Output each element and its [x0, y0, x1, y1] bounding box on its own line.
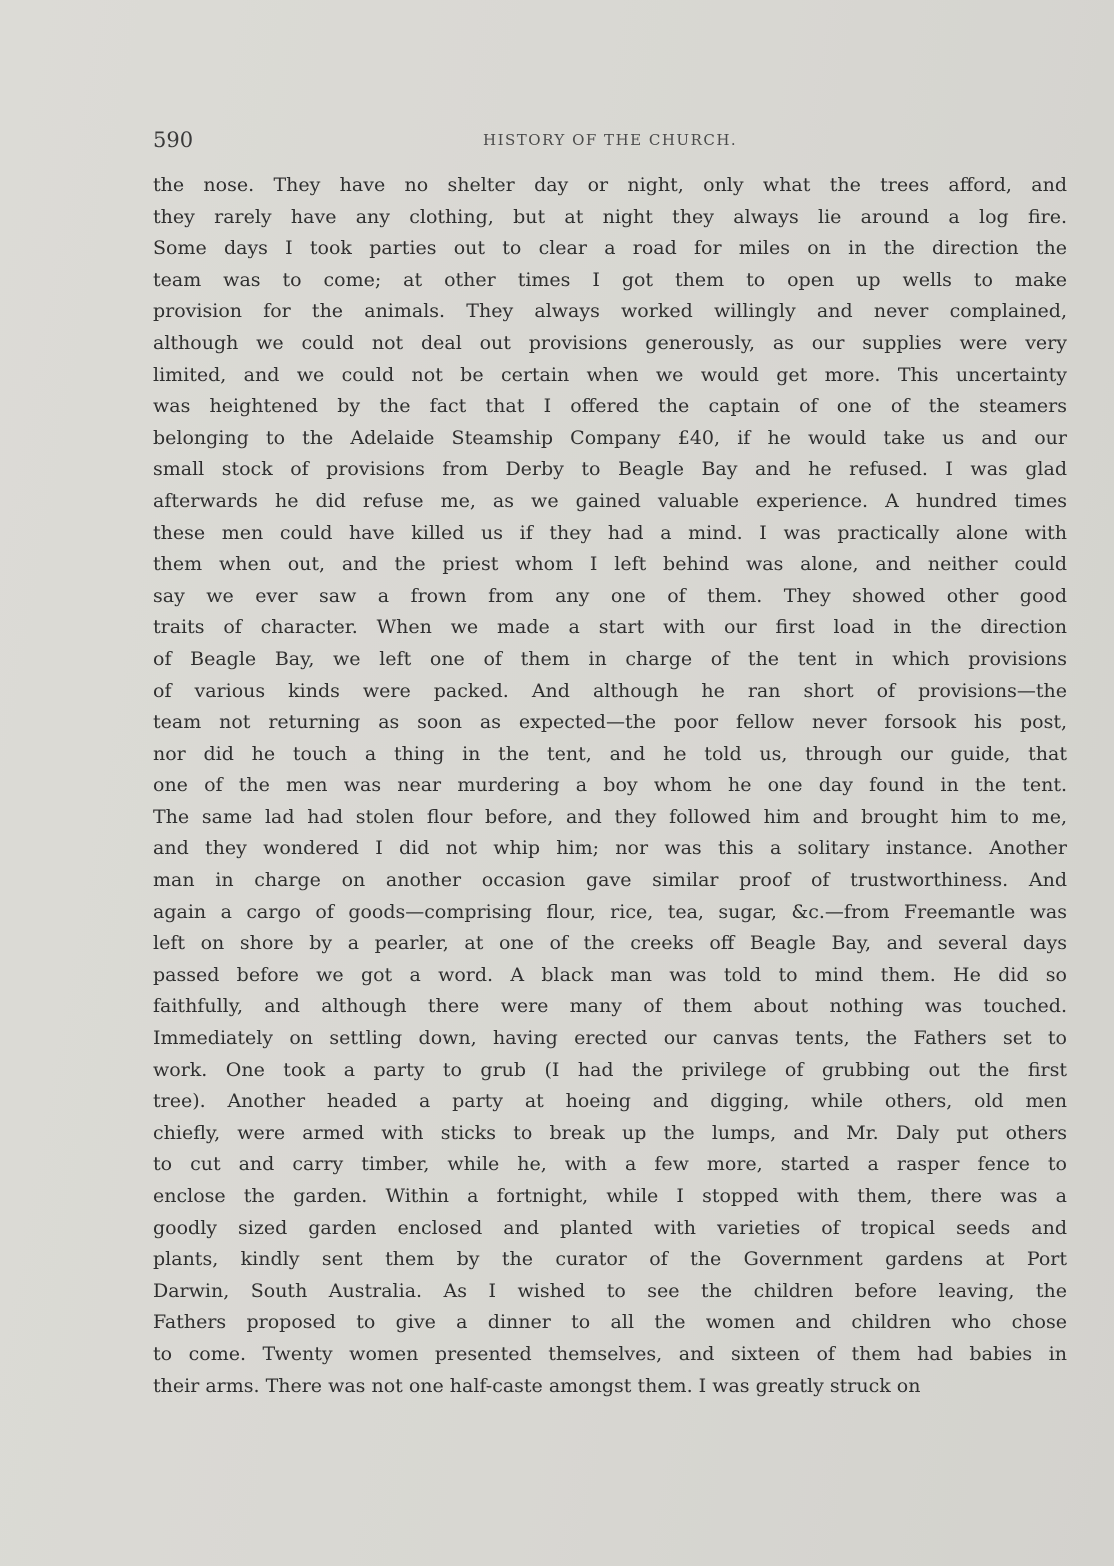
text-line: again a cargo of goods—comprising flour, rice, tea, sugar, &c.—from Freemantle was	[153, 900, 1067, 923]
text-line: Fathers proposed to give a dinner to all the women and children who chose	[153, 1311, 1067, 1334]
running-title: HISTORY OF THE CHURCH.	[483, 131, 738, 149]
text-line: team not returning as soon as expected—the poor fellow never forsook his post,	[153, 711, 1067, 734]
text-line: Some days I took parties out to clear a road for miles on in the direction the	[153, 237, 1067, 260]
body-text	[153, 170, 1067, 1402]
text-line: nor did he touch a thing in the tent, and he told us, through our guide, that	[153, 742, 1067, 765]
text-line: of various kinds were packed. And although he ran short of provisions—the	[153, 679, 1067, 702]
text-line: they rarely have any clothing, but at night they always lie around a log fire.	[153, 205, 1067, 228]
text-line: traits of character. When we made a start with our first load in the direction	[153, 616, 1067, 639]
text-line: chiefly, were armed with sticks to break up the lumps, and Mr. Daly put others	[153, 1121, 1067, 1144]
running-head	[153, 128, 1063, 158]
text-line: their arms. There was not one half-caste amongst them. I was greatly struck on	[153, 1374, 921, 1397]
text-line: team was to come; at other times I got them to open up wells to make	[153, 268, 1067, 291]
text-line: Immediately on settling down, having erected our canvas tents, the Fathers set to	[153, 1027, 1067, 1050]
text-line: The same lad had stolen flour before, and they followed him and brought him to me,	[153, 805, 1067, 828]
text-line: to cut and carry timber, while he, with a few more, started a rasper fence to	[153, 1153, 1067, 1176]
text-line: them when out, and the priest whom I left behind was alone, and neither could	[153, 553, 1067, 576]
text-line: faithfully, and although there were many of them about nothing was touched.	[153, 995, 1067, 1018]
text-line: one of the men was near murdering a boy whom he one day found in the tent.	[153, 774, 1067, 797]
text-line: passed before we got a word. A black man was told to mind them. He did so	[153, 963, 1067, 986]
text-line: tree). Another headed a party at hoeing and digging, while others, old men	[153, 1090, 1067, 1113]
text-line: man in charge on another occasion gave similar proof of trustworthiness. And	[153, 869, 1067, 892]
text-line: left on shore by a pearler, at one of the creeks off Beagle Bay, and several days	[153, 932, 1067, 955]
text-line: afterwards he did refuse me, as we gained valuable experience. A hundred times	[153, 489, 1067, 512]
text-line: work. One took a party to grub (I had the privilege of grubbing out the first	[153, 1058, 1067, 1081]
text-line: small stock of provisions from Derby to Beagle Bay and he refused. I was glad	[153, 458, 1067, 481]
text-line: of Beagle Bay, we left one of them in charge of the tent in which provisions	[153, 647, 1067, 670]
text-line: belonging to the Adelaide Steamship Company £40, if he would take us and our	[153, 426, 1067, 449]
text-line: these men could have killed us if they had a mind. I was practically alone with	[153, 521, 1067, 544]
page-number: 590	[153, 128, 194, 152]
text-line: and they wondered I did not whip him; nor was this a solitary instance. Another	[153, 837, 1067, 860]
text-line: plants, kindly sent them by the curator of the Government gardens at Port	[153, 1248, 1067, 1271]
text-line: to come. Twenty women presented themselves, and sixteen of them had babies in	[153, 1342, 1067, 1365]
text-line: Darwin, South Australia. As I wished to see the children before leaving, the	[153, 1279, 1067, 1302]
text-line: limited, and we could not be certain when we would get more. This uncertainty	[153, 363, 1067, 386]
text-line: was heightened by the fact that I offered the captain of one of the steamers	[153, 395, 1067, 418]
text-line: enclose the garden. Within a fortnight, while I stopped with them, there was a	[153, 1185, 1067, 1207]
text-line: say we ever saw a frown from any one of them. They showed other good	[153, 584, 1067, 607]
text-line: the nose. They have no shelter day or night, only what the trees afford, and	[153, 174, 1067, 196]
text-line: goodly sized garden enclosed and planted with varieties of tropical seeds and	[153, 1216, 1067, 1239]
text-line: provision for the animals. They always worked willingly and never complained,	[153, 300, 1067, 323]
text-line: although we could not deal out provisions generously, as our supplies were very	[153, 331, 1067, 354]
